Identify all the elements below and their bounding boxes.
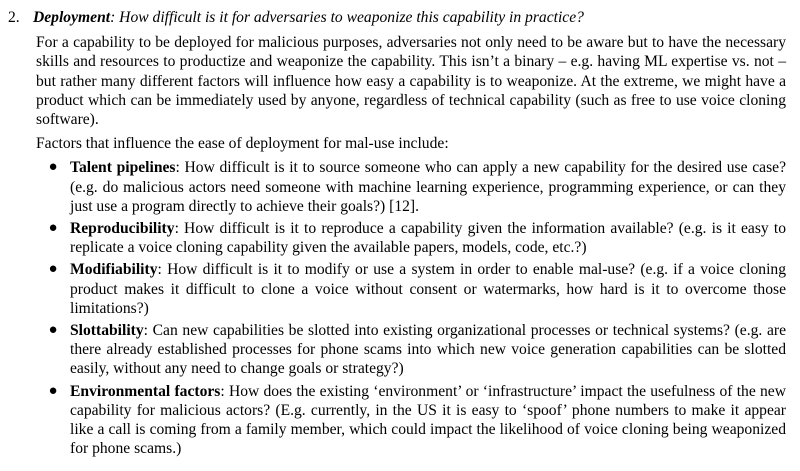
factor-term: Environmental factors: [70, 382, 221, 400]
bullet-icon: ●: [48, 382, 58, 399]
factor-text: [70, 321, 786, 379]
factor-item-modifiability: [36, 260, 786, 318]
item-number: 2.: [8, 9, 20, 26]
bullet-icon: ●: [48, 159, 58, 176]
bullet-icon: ●: [48, 220, 58, 237]
item-heading: [33, 8, 786, 27]
factor-item-reproducibility: [36, 219, 786, 257]
factor-text: [70, 260, 786, 318]
factor-term: Modifiability: [70, 261, 158, 279]
factor-description: : How does the existing ‘environment’ or ‘infrastructure’ impact the usefulness of the new capability for malicious actors? (E.g. currently, in the US it is easy to ‘spoof’ phone numbers to make it appear like a call is coming from a family member, which could impact the likelihood of voice cloning being weaponized for phone scams.): [70, 382, 786, 458]
factor-list: [36, 158, 786, 458]
factor-description: : How difficult is it to modify or use a system in order to enable mal-use? (e.g. if a voice cloning product makes it difficult to clone a voice without consent or watermarks, how hard is it to overcome those limitations?): [70, 261, 786, 317]
item-body: [33, 8, 786, 461]
bullet-icon: ●: [48, 261, 58, 278]
factor-text: [70, 382, 786, 459]
factor-term: Slottability: [70, 322, 144, 340]
item-title: Deployment: [33, 9, 111, 26]
factor-term: Reproducibility: [70, 220, 175, 238]
factor-term: Talent pipelines: [70, 159, 176, 177]
factor-description: : How difficult is it to source someone who can apply a new capability for the desired use case? (e.g. do malicious actors need someone with machine learning experience, programming experience, or can they just use a program directly to achieve their goals?) [12].: [70, 159, 786, 215]
factor-item-slottability: [36, 321, 786, 379]
intro-paragraph: For a capability to be deployed for malicious purposes, adversaries not only need to be aware but to have the necessary skills and resources to productize and weaponize the capability. This isn’t a binary – e.g. having ML expertise vs. not – but rather many different factors will influence how easy a capability is to weaponize. At the extreme, we might have a product which can be immediately used by anyone, regardless of technical capability (such as free to use voice cloning software).: [36, 34, 786, 129]
item-question: : How difficult is it for adversaries to weaponize this capability in practice?: [110, 9, 584, 26]
numbered-item-deployment: [0, 8, 786, 461]
factors-intro-paragraph: Factors that influence the ease of deployment for mal-use include:: [36, 135, 449, 153]
factor-item-talent-pipelines: [36, 158, 786, 216]
factor-text: [70, 219, 786, 257]
factor-description: : Can new capabilities be slotted into existing organizational processes or technical systems? (e.g. are there already established processes for phone scams into which new voice generation capabilities can be slotted easily, without any need to change goals or strategy?): [70, 322, 786, 378]
factor-item-environmental-factors: [36, 382, 786, 459]
factor-text: [70, 158, 786, 216]
bullet-icon: ●: [48, 322, 58, 339]
factor-description: : How difficult is it to reproduce a capability given the information available? (e.g. is it easy to replicate a voice cloning capability given the available papers, models, code, etc.?): [70, 220, 786, 257]
